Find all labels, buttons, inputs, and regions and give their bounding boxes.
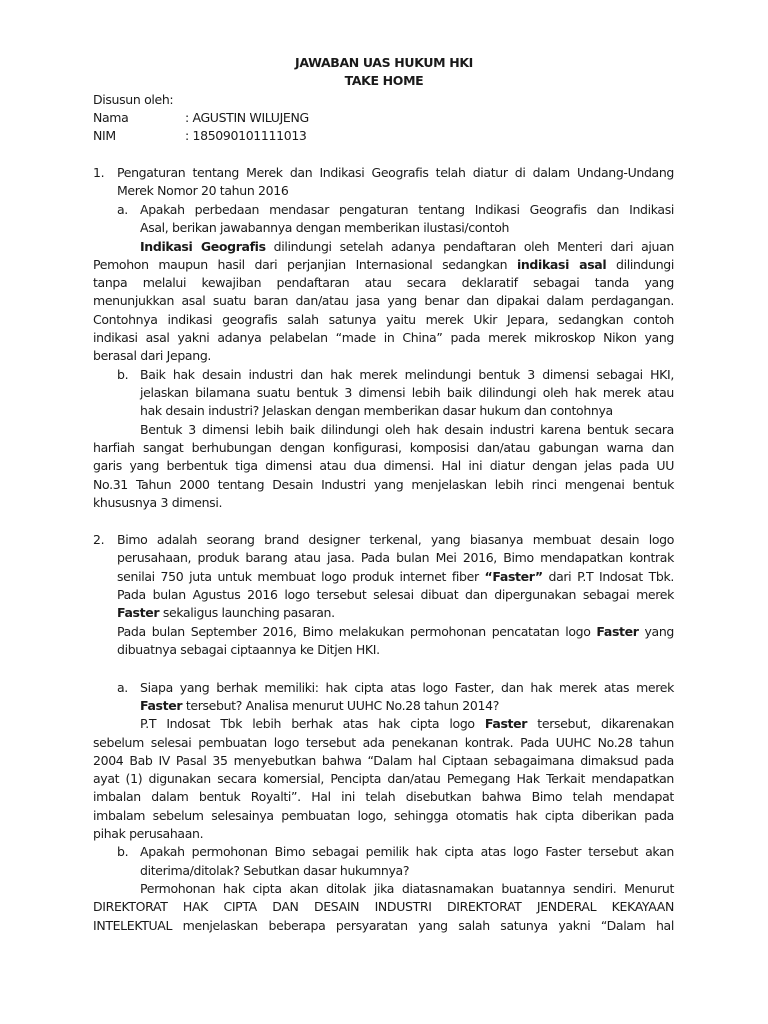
q1b-line: jelaskan bilamana suatu bentuk 3 dimensi lebih baik dilindungi oleh hak merek atau — [140, 385, 674, 400]
a1b-line: garis yang berbentuk tiga dimensi atau dua dimensi. Hal ini diatur dengan jelas pada UU — [93, 458, 674, 473]
a2a-line: imbalam sebelum selesainya pembuatan logo, sehingga otomatis hak cipta diberikan pada — [93, 808, 674, 823]
q1a-line: Asal, berikan jawabannya dengan memberikan ilustasi/contoh — [140, 220, 510, 235]
q2-line: Faster sekaligus launching pasaran. — [117, 605, 335, 620]
a1a-line: Indikasi Geografis dilindungi setelah adanya pendaftaran oleh Menteri dari ajuan — [140, 239, 674, 254]
name-value: : AGUSTIN WILUJENG — [185, 110, 309, 125]
list-marker-2: 2. — [93, 532, 105, 547]
a1b-line: khususnya 3 dimensi. — [93, 495, 223, 510]
a1a-line: tanpa melalui kewajiban pendaftaran atau secara deklaratif sebagai tanda yang — [93, 275, 674, 290]
q2-line: Pada bulan September 2016, Bimo melakukan permohonan pencatatan logo Faster yang — [117, 624, 674, 639]
a2a-line: ayat (1) digunakan secara komersial, Pencipta dan/atau Pemegang Hak Terkait mendapatkan — [93, 771, 674, 786]
a2b-line: Permohonan hak cipta akan ditolak jika diatasnamakan buatannya sendiri. Menurut — [140, 881, 674, 896]
a2a-line: pihak perusahaan. — [93, 826, 204, 841]
nim-label: NIM — [93, 128, 116, 143]
a1b-line: harfiah sangat berhubungan dengan konfigurasi, komposisi dan/atau gabungan warna dan — [93, 440, 674, 455]
q1b-line: hak desain industri? Jelaskan dengan memberikan dasar hukum dan contohnya — [140, 403, 613, 418]
q2-line: senilai 750 juta untuk membuat logo produk internet fiber “Faster” dari P.T Indosat Tbk. — [117, 569, 674, 584]
list-marker-b: b. — [117, 367, 129, 382]
list-marker-b: b. — [117, 844, 129, 859]
q2-line: perusahaan, produk barang atau jasa. Pada bulan Mei 2016, Bimo mendapatkan kontrak — [117, 550, 674, 565]
list-marker-1: 1. — [93, 165, 105, 180]
q2a-line: Faster tersebut? Analisa menurut UUHC No.28 tahun 2014? — [140, 698, 499, 713]
a1a-line: Contohnya indikasi geografis salah satunya yaitu merek Ukir Jepara, sedangkan contoh — [93, 312, 674, 327]
q2b-line: diterima/ditolak? Sebutkan dasar hukumnya? — [140, 863, 410, 878]
a2a-line: imbalan dalam bentuk Royalti”. Hal ini telah disebutkan bahwa Bimo telah mendapat — [93, 789, 674, 804]
a1a-line: Pemohon maupun hasil dari perjanjian Internasional sedangkan indikasi asal dilindungi — [93, 257, 674, 272]
list-marker-a: a. — [117, 202, 128, 217]
q1b-line: Baik hak desain industri dan hak merek melindungi bentuk 3 dimensi sebagai HKI, — [140, 367, 674, 382]
document-subtitle: TAKE HOME — [344, 73, 424, 88]
q2-line: Bimo adalah seorang brand designer terkenal, yang biasanya membuat desain logo — [117, 532, 674, 547]
q2a-line: Siapa yang berhak memiliki: hak cipta atas logo Faster, dan hak merek atas merek — [140, 680, 674, 695]
a2b-line: DIREKTORAT HAK CIPTA DAN DESAIN INDUSTRI DIREKTORAT JENDERAL KEKAYAAN — [93, 899, 674, 914]
a1b-line: Bentuk 3 dimensi lebih baik dilindungi oleh hak desain industri karena bentuk secara — [140, 422, 674, 437]
a1a-line: indikasi asal yakni adanya pelabelan “made in China” pada merek mikroskop Nikon yang — [93, 330, 674, 345]
a1b-line: No.31 Tahun 2000 tentang Desain Industri yang menjelaskan lebih rinci mengenai bentuk — [93, 477, 674, 492]
q2-line: dibuatnya sebagai ciptaannya ke Ditjen HKI. — [117, 642, 380, 657]
list-marker-a: a. — [117, 680, 128, 695]
q1a-line: Apakah perbedaan mendasar pengaturan tentang Indikasi Geografis dan Indikasi — [140, 202, 674, 217]
q1-line: Merek Nomor 20 tahun 2016 — [117, 183, 289, 198]
document-title: JAWABAN UAS HUKUM HKI — [295, 55, 473, 70]
prepared-by-label: Disusun oleh: — [93, 92, 174, 107]
nim-value: : 185090101111013 — [185, 128, 307, 143]
name-label: Nama — [93, 110, 129, 125]
a1a-line: berasal dari Jepang. — [93, 348, 212, 363]
a1a-line: menunjukkan asal suatu baran dan/atau jasa yang benar dan dipakai dalam perdagangan. — [93, 293, 674, 308]
a2a-line: P.T Indosat Tbk lebih berhak atas hak cipta logo Faster tersebut, dikarenakan — [140, 716, 674, 731]
q2-line: Pada bulan Agustus 2016 logo tersebut selesai dibuat dan dipergunakan sebagai merek — [117, 587, 674, 602]
a2a-line: sebelum selesai pembuatan logo tersebut ada penekanan kontrak. Pada UUHC No.28 tahun — [93, 735, 674, 750]
a2a-line: 2004 Bab IV Pasal 35 menyebutkan bahwa “Dalam hal Ciptaan sebagaimana dimaksud pada — [93, 753, 674, 768]
q1-line: Pengaturan tentang Merek dan Indikasi Geografis telah diatur di dalam Undang-Undang — [117, 165, 674, 180]
a2b-line: INTELEKTUAL menjelaskan beberapa persyaratan yang salah satunya yakni “Dalam hal — [93, 918, 674, 933]
q2b-line: Apakah permohonan Bimo sebagai pemilik hak cipta atas logo Faster tersebut akan — [140, 844, 674, 859]
